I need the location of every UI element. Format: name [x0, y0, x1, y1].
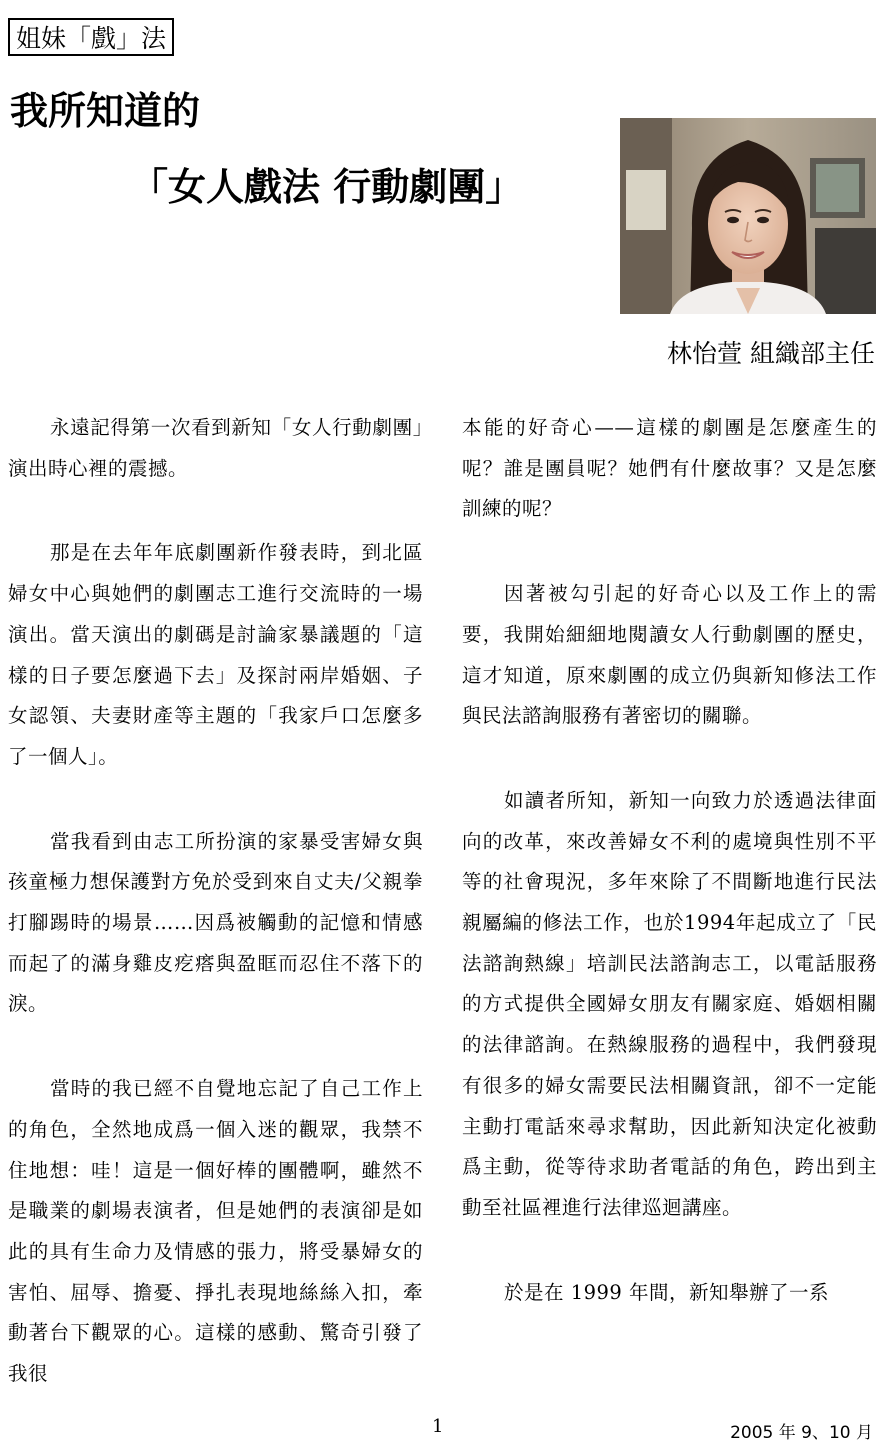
paragraph: 於是在 1999 年間，新知舉辦了一系 — [504, 1280, 830, 1304]
paragraph: 當我看到由志工所扮演的家暴受害婦女與孩童極力想保護對方免於受到來自丈夫/父親拳打腳踢時的場景……因爲被觸動的記憶和情感而起了的滿身雞皮疙瘩與盈眶而忍住不落下的淚。 — [8, 829, 423, 1016]
author-photo — [620, 118, 876, 314]
paragraph: 那是在去年年底劇團新作發表時，到北區婦女中心與她們的劇團志工進行交流時的一場演出。當天演出的劇碼是討論家暴議題的「這樣的日子要怎麼過下去」及探討兩岸婚姻、子女認領、夫妻財產等主題的「我家戶口怎麼多了一個人」。 — [8, 541, 423, 768]
article-column-right — [462, 408, 877, 1357]
section-tag: 姐妹「戲」法 — [8, 18, 174, 56]
paragraph: 本能的好奇心——這樣的劇團是怎麼產生的呢？誰是團員呢？她們有什麼故事？又是怎麼訓練的呢？ — [462, 416, 877, 521]
issue-date: 2005 年 9、10 月 — [730, 1423, 873, 1443]
paragraph: 永遠記得第一次看到新知「女人行動劇團」演出時心裡的震撼。 — [8, 416, 423, 480]
paragraph: 因著被勾引起的好奇心以及工作上的需要，我開始細細地閱讀女人行動劇團的歷史，這才知道，原來劇團的成立仍與新知修法工作與民法諮詢服務有著密切的關聯。 — [462, 582, 877, 728]
paragraph: 當時的我已經不自覺地忘記了自己工作上的角色，全然地成爲一個入迷的觀眾，我禁不住地想：哇！這是一個好棒的團體啊，雖然不是職業的劇場表演者，但是她們的表演卻是如此的具有生命力及情感的張力，將受暴婦女的害怕、屈辱、擔憂、掙扎表現地絲絲入扣，牽動著台下觀眾的心。這樣的感動、驚奇引發了我很 — [8, 1077, 423, 1386]
author-byline: 林怡萱 組織部主任 — [667, 339, 875, 368]
paragraph: 如讀者所知，新知一向致力於透過法律面向的改革，來改善婦女不利的處境與性別不平等的社會現況，多年來除了不間斷地進行民法親屬編的修法工作，也於1994年起成立了「民法諮詢熱線」培訓民法諮詢志工，以電話服務的方式提供全國婦女朋友有關家庭、婚姻相關的法律諮詢。在熱線服務的過程中，我們發現有很多的婦女需要民法相關資訊，卻不一定能主動打電話來尋求幫助，因此新知決定化被動爲主動，從等待求助者電話的角色，跨出到主動至社區裡進行法律巡迴講座。 — [462, 788, 877, 1219]
article-column-left — [8, 408, 423, 1439]
page-number: 1 — [432, 1416, 444, 1437]
title-line-1: 我所知道的 — [10, 89, 201, 133]
title-line-2: 「女人戲法 行動劇團」 — [130, 165, 524, 209]
